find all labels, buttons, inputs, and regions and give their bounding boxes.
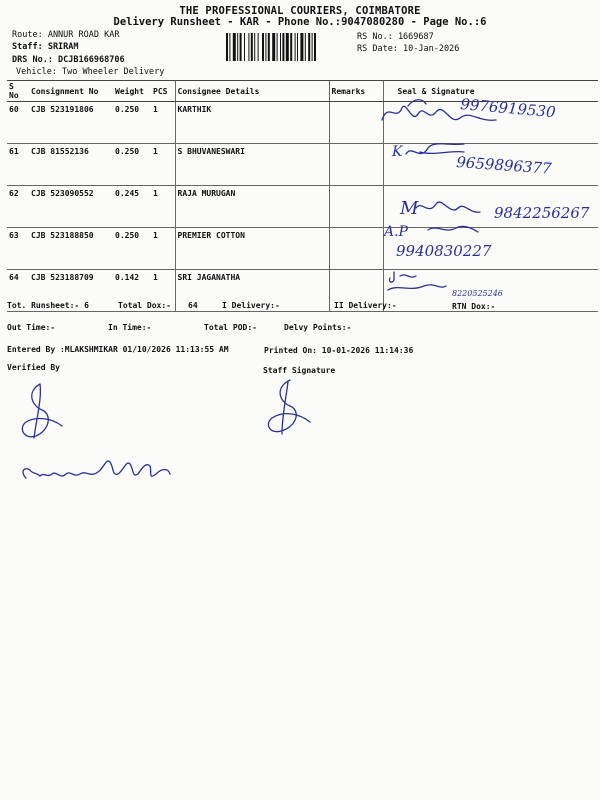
total-dox-label: Total Dox:- (118, 301, 171, 310)
col-weight: Weight (113, 81, 151, 102)
barcode-bar (229, 33, 230, 61)
staff-signature (256, 376, 316, 440)
out-time: Out Time:- (7, 323, 56, 332)
barcode-bar (282, 33, 284, 61)
row61-name: K (392, 144, 403, 160)
i-delivery: I Delivery:- (222, 301, 280, 310)
signature-row-64 (384, 266, 514, 300)
staff-label: Staff: SRIRAM (12, 42, 79, 52)
barcode-bar (254, 33, 255, 61)
barcode (226, 33, 354, 61)
cell-weight: 0.142 (113, 270, 151, 312)
col-consignment: Consignment No (29, 81, 113, 102)
delvy-points: Delvy Points:- (284, 323, 352, 332)
printed-on: Printed On: 10-01-2026 11:14:36 (264, 346, 414, 355)
signature-row-63 (382, 220, 582, 260)
cell-pcs: 1 (151, 186, 175, 228)
rtn-dox: RTN Dox:- (452, 302, 496, 311)
cell-consignment: CJB 523090552 (29, 186, 113, 228)
row63-phone: 9940830227 (396, 242, 492, 260)
barcode-bar (277, 33, 278, 61)
cell-pcs: 1 (151, 228, 175, 270)
drs-number: DRS No.: DCJB166968706 (12, 55, 125, 65)
barcode-bar (258, 33, 259, 61)
cell-consignment: CJB 81552136 (29, 144, 113, 186)
cell-consignee: RAJA MURUGAN (175, 186, 329, 228)
signature-row-61 (390, 136, 590, 176)
barcode-bar (272, 33, 275, 61)
cell-pcs: 1 (151, 102, 175, 144)
cell-remarks (329, 228, 383, 270)
cell-weight: 0.250 (113, 228, 151, 270)
cell-remarks (329, 186, 383, 228)
cell-consignment: CJB 523188850 (29, 228, 113, 270)
barcode-bar (280, 33, 281, 61)
barcode-bar (305, 33, 306, 61)
row60-phone: 9976919530 (459, 95, 557, 122)
col-sno: S No (7, 81, 29, 102)
row62-phone: 9842256267 (494, 204, 590, 222)
total-dox-value: 64 (188, 301, 198, 310)
barcode-bar (290, 33, 292, 61)
barcode-bar (314, 33, 316, 61)
tot-runsheet: Tot. Runsheet:- 6 (7, 301, 89, 310)
cell-pcs: 1 (151, 270, 175, 312)
cell-sno: 63 (7, 228, 29, 270)
barcode-bar (286, 33, 289, 61)
cell-weight: 0.250 (113, 102, 151, 144)
total-pod: Total POD:- (204, 323, 257, 332)
cell-sno: 61 (7, 144, 29, 186)
barcode-bar (300, 33, 303, 61)
vehicle-label: Vehicle: Two Wheeler Delivery (16, 67, 165, 77)
barcode-bar (226, 33, 228, 61)
barcode-bar (297, 33, 298, 61)
cell-remarks (329, 102, 383, 144)
col-seal-signature: Seal & Signature (383, 81, 598, 102)
barcode-bar (312, 33, 313, 61)
barcode-bar (237, 33, 238, 61)
cell-consignee: KARTHIK (175, 102, 329, 144)
row64-phone: 8220525246 (452, 289, 503, 298)
barcode-bar (265, 33, 266, 61)
cell-consignment: CJB 523188709 (29, 270, 113, 312)
barcode-bar (262, 33, 264, 61)
barcode-bar (251, 33, 253, 61)
cell-consignee: SRI JAGANATHA (175, 270, 329, 312)
col-remarks: Remarks (329, 81, 383, 102)
verified-by-signature (12, 380, 72, 444)
verified-by-label: Verified By (7, 363, 60, 372)
cell-pcs: 1 (151, 144, 175, 186)
col-pcs: PCS (151, 81, 175, 102)
cell-sno: 62 (7, 186, 29, 228)
row61-phone: 9659896377 (455, 153, 553, 178)
cell-consignee: PREMIER COTTON (175, 228, 329, 270)
barcode-bar (244, 33, 245, 61)
row63-name: A.P (384, 224, 408, 240)
cell-sno: 60 (7, 102, 29, 144)
col-consignee: Consignee Details (175, 81, 329, 102)
rs-date: RS Date: 10-Jan-2026 (357, 44, 460, 54)
staff-signature-label: Staff Signature (263, 366, 336, 375)
company-title: THE PROFESSIONAL COURIERS, COIMBATORE (179, 5, 421, 17)
rs-number: RS No.: 1669687 (357, 32, 434, 42)
cell-remarks (329, 144, 383, 186)
cell-sno: 64 (7, 270, 29, 312)
barcode-bar (248, 33, 249, 61)
signature-row-60 (378, 92, 588, 132)
barcode-bar (268, 33, 270, 61)
cell-consignee: S BHUVANESWARI (175, 144, 329, 186)
runsheet-subtitle: Delivery Runsheet - KAR - Phone No.:9047080280 - Page No.:6 (113, 16, 487, 28)
barcode-bar (240, 33, 242, 61)
route-label: Route: ANNUR ROAD KAR (12, 30, 120, 40)
barcode-bar (233, 33, 236, 61)
verified-name-handwriting (18, 452, 188, 492)
cell-weight: 0.250 (113, 144, 151, 186)
entered-by: Entered By :MLAKSHMIKAR 01/10/2026 11:13:55 AM (7, 345, 229, 354)
cell-consignment: CJB 523191806 (29, 102, 113, 144)
ii-delivery: II Delivery:- (334, 301, 397, 310)
cell-weight: 0.245 (113, 186, 151, 228)
in-time: In Time:- (108, 323, 152, 332)
row62-name: M (400, 198, 419, 219)
barcode-bar (308, 33, 310, 61)
barcode-bar (295, 33, 296, 61)
